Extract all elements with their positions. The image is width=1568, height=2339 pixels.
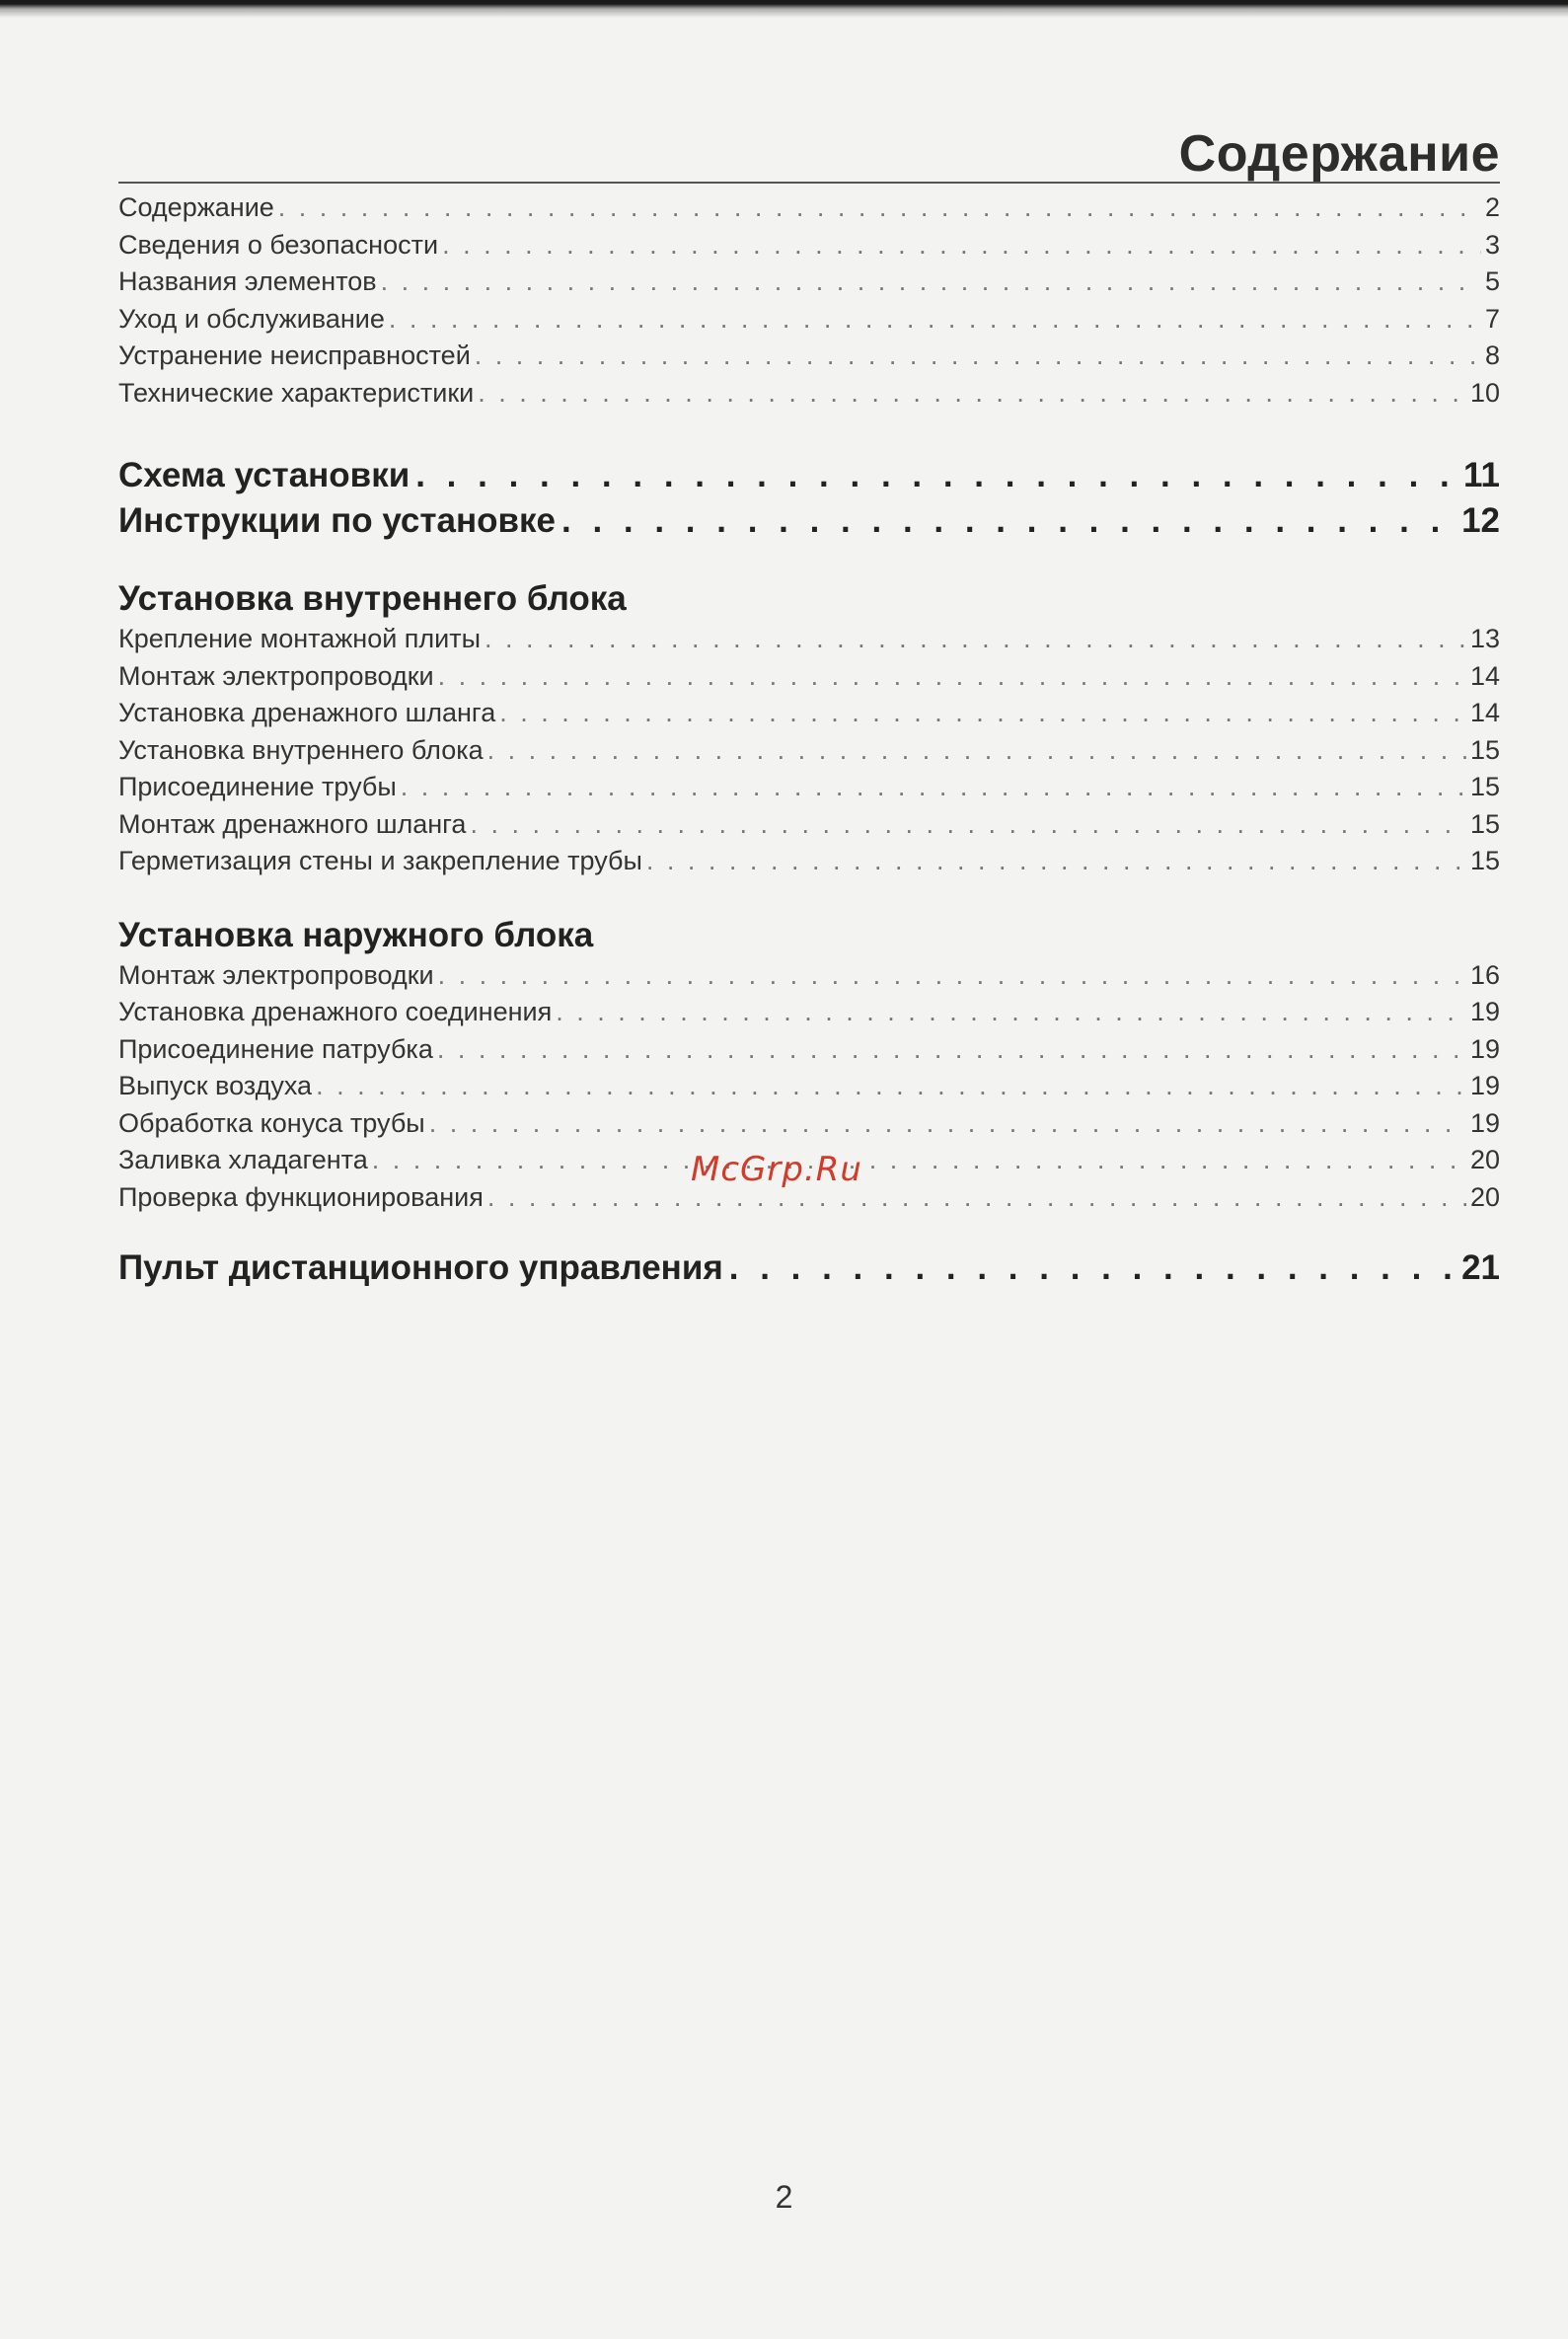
dot-leader xyxy=(470,806,1466,844)
toc-entry-label: Присоединение трубы xyxy=(118,772,397,801)
title-block xyxy=(118,118,1500,189)
toc-entry[interactable] xyxy=(118,338,1500,375)
toc-entry-label: Присоединение патрубка xyxy=(118,1033,433,1064)
toc-entry[interactable] xyxy=(118,1031,1500,1069)
toc-entry-page: 20 xyxy=(1469,1145,1500,1174)
dot-leader xyxy=(372,1142,1466,1179)
toc-entry-page: 19 xyxy=(1469,1033,1500,1064)
dot-leader xyxy=(646,843,1466,880)
toc-main-entry[interactable] xyxy=(118,453,1500,498)
toc-entry-page: 15 xyxy=(1469,772,1500,801)
dot-leader xyxy=(487,732,1466,770)
toc-entry[interactable] xyxy=(118,301,1500,339)
toc-entry-page: 15 xyxy=(1469,846,1500,875)
toc-entry-label: Содержание xyxy=(118,192,274,222)
toc-entry-page: 14 xyxy=(1469,698,1500,727)
toc-entry-page: 10 xyxy=(1469,377,1500,408)
dot-leader xyxy=(401,769,1466,806)
toc-entry-page: 16 xyxy=(1469,959,1500,990)
toc-entry[interactable] xyxy=(118,843,1500,880)
dot-leader xyxy=(438,658,1466,696)
toc-entry-label: Монтаж дренажного шланга xyxy=(118,808,467,839)
indoor-section xyxy=(118,577,1500,880)
main-entries xyxy=(118,453,1500,544)
dot-leader xyxy=(475,338,1481,375)
toc-entry-label: Герметизация стены и закрепление трубы xyxy=(118,846,642,875)
toc-entry[interactable] xyxy=(118,1105,1500,1143)
dot-leader xyxy=(437,1031,1466,1069)
dot-leader xyxy=(438,957,1466,995)
toc-entry-label: Заливка хладагента xyxy=(118,1145,368,1174)
toc-entry-page: 15 xyxy=(1469,734,1500,765)
toc-entry[interactable] xyxy=(118,695,1500,732)
toc-entry[interactable] xyxy=(118,375,1500,413)
dot-leader xyxy=(429,1105,1466,1143)
toc-main-label: Инструкции по установке xyxy=(118,501,557,540)
toc-entry-page: 7 xyxy=(1484,303,1500,334)
dot-leader xyxy=(499,695,1466,732)
scan-top-edge xyxy=(0,0,1568,18)
toc-main-page: 11 xyxy=(1463,456,1500,494)
toc-main-entry[interactable] xyxy=(118,498,1500,544)
dot-leader xyxy=(485,621,1466,658)
toc-entry-label: Проверка функционирования xyxy=(118,1181,484,1212)
section-heading: Установка наружного блока xyxy=(118,915,594,954)
toc-entry-page: 19 xyxy=(1469,1071,1500,1100)
dot-leader xyxy=(381,264,1481,301)
toc-entry[interactable] xyxy=(118,658,1500,696)
toc-entry-label: Обработка конуса трубы xyxy=(118,1107,425,1138)
toc-page xyxy=(118,118,1500,1291)
toc-main-label: Пульт дистанционного управления xyxy=(118,1248,723,1287)
toc-entry-label: Установка дренажного шланга xyxy=(118,698,496,727)
toc-entry-label: Монтаж электропроводки xyxy=(118,660,434,691)
toc-entry-label: Выпуск воздуха xyxy=(118,1071,313,1100)
toc-main-label: Схема установки xyxy=(118,456,411,494)
toc-entry-label: Крепление монтажной плиты xyxy=(118,624,482,653)
dot-leader xyxy=(556,994,1466,1031)
toc-entry[interactable] xyxy=(118,227,1500,264)
dot-leader xyxy=(729,1245,1456,1291)
toc-main-entry[interactable] xyxy=(118,1245,1500,1291)
page-number: 2 xyxy=(775,2179,793,2215)
toc-entry-label: Монтаж электропроводки xyxy=(118,959,434,990)
toc-entry[interactable] xyxy=(118,769,1500,806)
watermark: McGrp.Ru xyxy=(691,1150,862,1189)
toc-entry-page: 20 xyxy=(1469,1181,1500,1212)
section-heading: Установка внутреннего блока xyxy=(118,579,627,618)
toc-entry[interactable] xyxy=(118,806,1500,844)
toc-entry-label: Установка дренажного соединения xyxy=(118,997,553,1026)
dot-leader xyxy=(415,453,1457,498)
dot-leader xyxy=(278,189,1481,227)
dot-leader xyxy=(316,1068,1466,1105)
toc-entry[interactable] xyxy=(118,994,1500,1031)
toc-main-page: 21 xyxy=(1461,1248,1500,1287)
intro-entries xyxy=(118,189,1500,412)
toc-entry-page: 8 xyxy=(1484,340,1500,370)
toc-entry-page: 15 xyxy=(1469,808,1500,839)
title-rule xyxy=(118,182,1500,184)
toc-entry-page: 14 xyxy=(1469,660,1500,691)
toc-entry-label: Технические характеристики xyxy=(118,377,475,408)
toc-entry[interactable] xyxy=(118,264,1500,301)
toc-entry[interactable] xyxy=(118,957,1500,995)
page-title: Содержание xyxy=(1178,125,1500,183)
toc-entry-page: 3 xyxy=(1484,229,1500,260)
dot-leader xyxy=(561,498,1456,544)
toc-entry[interactable] xyxy=(118,621,1500,658)
dot-leader xyxy=(487,1179,1466,1217)
dot-leader xyxy=(478,375,1466,413)
toc-entry-page: 5 xyxy=(1484,266,1500,296)
toc-entry-label: Сведения о безопасности xyxy=(118,229,439,260)
dot-leader xyxy=(442,227,1481,264)
toc-entry-label: Уход и обслуживание xyxy=(118,303,385,334)
toc-entry[interactable] xyxy=(118,1068,1500,1105)
toc-entry-page: 19 xyxy=(1469,1107,1500,1138)
toc-main-page: 12 xyxy=(1461,501,1500,540)
toc-entry-page: 2 xyxy=(1484,192,1500,222)
toc-entry[interactable] xyxy=(118,732,1500,770)
toc-entry-label: Установка внутреннего блока xyxy=(118,734,484,765)
toc-entry-page: 13 xyxy=(1469,624,1500,653)
indoor-entries xyxy=(118,621,1500,880)
toc-entry-page: 19 xyxy=(1469,997,1500,1026)
dot-leader xyxy=(389,301,1481,339)
toc-entry[interactable] xyxy=(118,189,1500,227)
toc-entry-label: Названия элементов xyxy=(118,266,377,296)
remote-section xyxy=(118,1245,1500,1291)
toc-entry-label: Устранение неисправностей xyxy=(118,340,471,370)
